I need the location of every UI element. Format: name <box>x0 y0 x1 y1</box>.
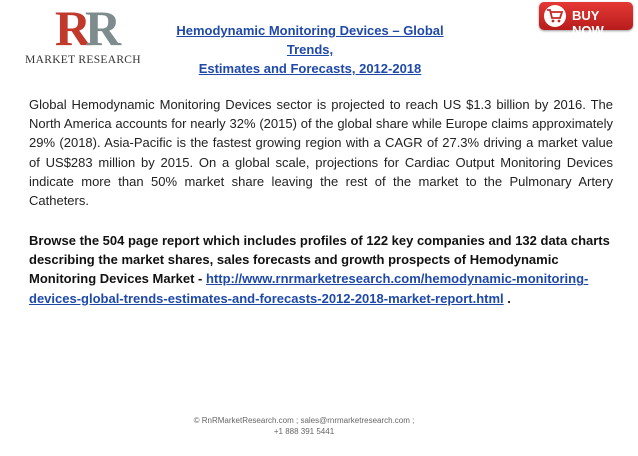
title-line-2: Estimates and Forecasts, 2012-2018 <box>198 61 422 76</box>
footer-phone: +1 888 391 5441 <box>273 427 335 436</box>
browse-end: . <box>503 290 511 306</box>
browse-text: Browse the 504 page report which includes profiles of 122 key companies and 132 data charts describing the market shares, sales forecasts and growth prospects of Hemodynamic Monitoring Devices Market - <box>29 233 610 287</box>
logo-mark: RR <box>54 0 116 56</box>
title-line-1: Hemodynamic Monitoring Devices – Global Trends, <box>176 23 444 57</box>
report-link[interactable]: http://www.rnrmarketresearch.com/hemodynamic-monitoring-devices-global-trends-estimates-and-forecasts-2012-2018-market-report.html <box>29 271 589 306</box>
summary-paragraph: Global Hemodynamic Monitoring Devices sector is projected to reach US $1.3 billion by 2016. The North America accounts for nearly 32% (2015) of the global share while Europe claims approximately 29% (2018). Asia-Pacific is the fastest growing region with a CAGR of 27.3% driving a market value of US$283 million by 2015. On a global scale, projections for Cardiac Output Monitoring Devices indicate more than 50% market share leaving the rest of the market to the Pulmonary Artery Catheters. <box>29 97 613 209</box>
buy-now-button[interactable] <box>539 2 633 38</box>
company-logo <box>13 0 153 68</box>
shopping-cart-icon <box>544 5 566 27</box>
browse-paragraph <box>29 231 619 308</box>
footer <box>0 415 608 437</box>
footer-contact: © RnRMarketResearch.com ; sales@rnrmarketresearch.com ; <box>193 416 415 425</box>
logo-text: MARKET RESEARCH <box>25 54 141 66</box>
page-title <box>160 21 460 78</box>
buy-now-label: BUY NOW <box>572 8 604 38</box>
